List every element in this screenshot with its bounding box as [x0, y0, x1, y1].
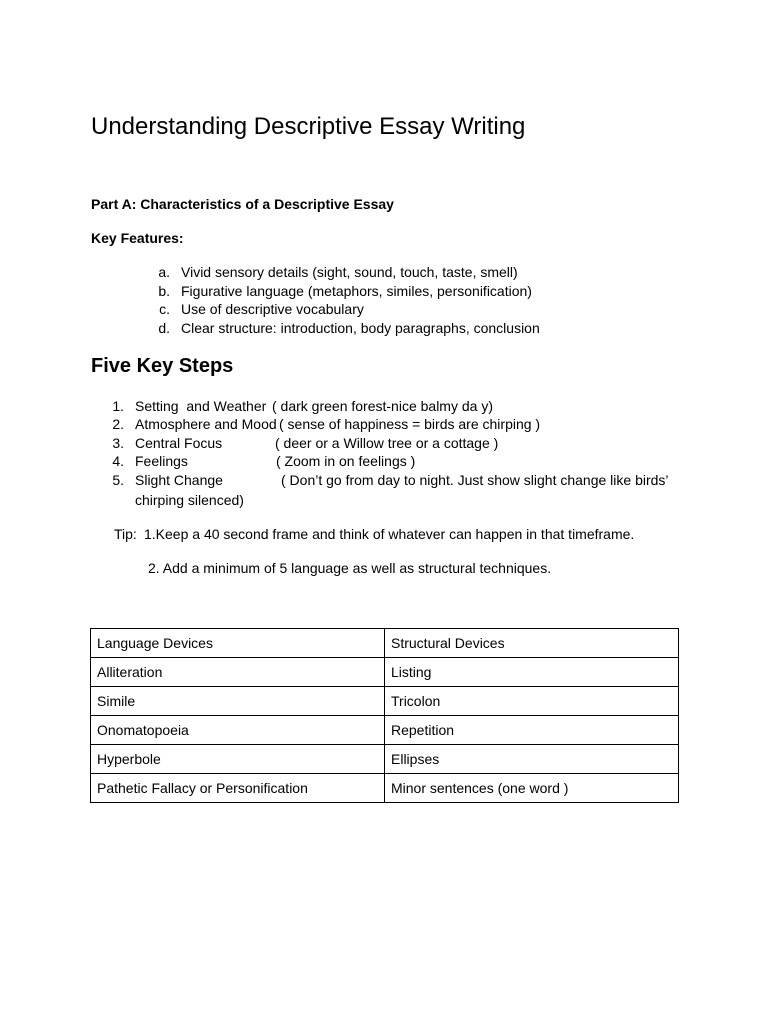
step-marker: 1. [112, 398, 124, 414]
document-title: Understanding Descriptive Essay Writing [91, 113, 526, 140]
list-item-marker: d. [158, 320, 170, 336]
table-row [91, 774, 679, 803]
table-header-cell: Structural Devices [385, 629, 679, 658]
steps-heading: Five Key Steps [91, 355, 234, 377]
table-header-row [91, 629, 679, 658]
step-note: ( sense of happiness = birds are chirping ) [279, 416, 541, 432]
tip-1: 1.Keep a 40 second frame and think of whatever can happen in that timeframe. [144, 526, 635, 542]
step-note: ( Don’t go from day to night. Just show slight change like birds’ [281, 472, 669, 488]
step-marker: 2. [112, 416, 124, 432]
key-features-label: Key Features: [91, 230, 184, 246]
table-cell: Listing [385, 658, 679, 687]
table-cell: Pathetic Fallacy or Personification [91, 774, 385, 803]
step-marker: 4. [112, 453, 124, 469]
tip-label: Tip: [114, 526, 137, 542]
table-row [91, 745, 679, 774]
table-cell: Alliteration [91, 658, 385, 687]
list-item-marker: b. [158, 283, 170, 299]
step-marker: 5. [112, 472, 124, 488]
step-note: ( deer or a Willow tree or a cottage ) [275, 435, 499, 451]
table-row [91, 658, 679, 687]
step-label: Slight Change [135, 472, 223, 488]
table-cell: Simile [91, 687, 385, 716]
list-item: Use of descriptive vocabulary [181, 301, 364, 317]
table-cell: Hyperbole [91, 745, 385, 774]
tip-2: 2. Add a minimum of 5 language as well as structural techniques. [148, 560, 552, 576]
table-cell: Tricolon [385, 687, 679, 716]
table-header-cell: Language Devices [91, 629, 385, 658]
list-item-marker: c. [159, 301, 170, 317]
part-a-heading: Part A: Characteristics of a Descriptive Essay [91, 196, 394, 212]
table-cell: Ellipses [385, 745, 679, 774]
table-row [91, 716, 679, 745]
step-note-continued: chirping silenced) [135, 492, 244, 508]
list-item: Vivid sensory details (sight, sound, touch, taste, smell) [181, 264, 518, 280]
list-item: Figurative language (metaphors, similes, personification) [181, 283, 532, 299]
step-label: Feelings [135, 453, 188, 469]
step-note: ( Zoom in on feelings ) [276, 453, 416, 469]
step-marker: 3. [112, 435, 124, 451]
devices-table [90, 628, 679, 803]
list-item: Clear structure: introduction, body paragraphs, conclusion [181, 320, 540, 336]
table-cell: Repetition [385, 716, 679, 745]
step-note: ( dark green forest-nice balmy da y) [272, 398, 493, 414]
step-label: Setting and Weather [135, 398, 267, 414]
table-row [91, 687, 679, 716]
list-item-marker: a. [158, 264, 170, 280]
step-label: Atmosphere and Mood [135, 416, 277, 432]
table-cell: Onomatopoeia [91, 716, 385, 745]
step-label: Central Focus [135, 435, 223, 451]
table-cell: Minor sentences (one word ) [385, 774, 679, 803]
